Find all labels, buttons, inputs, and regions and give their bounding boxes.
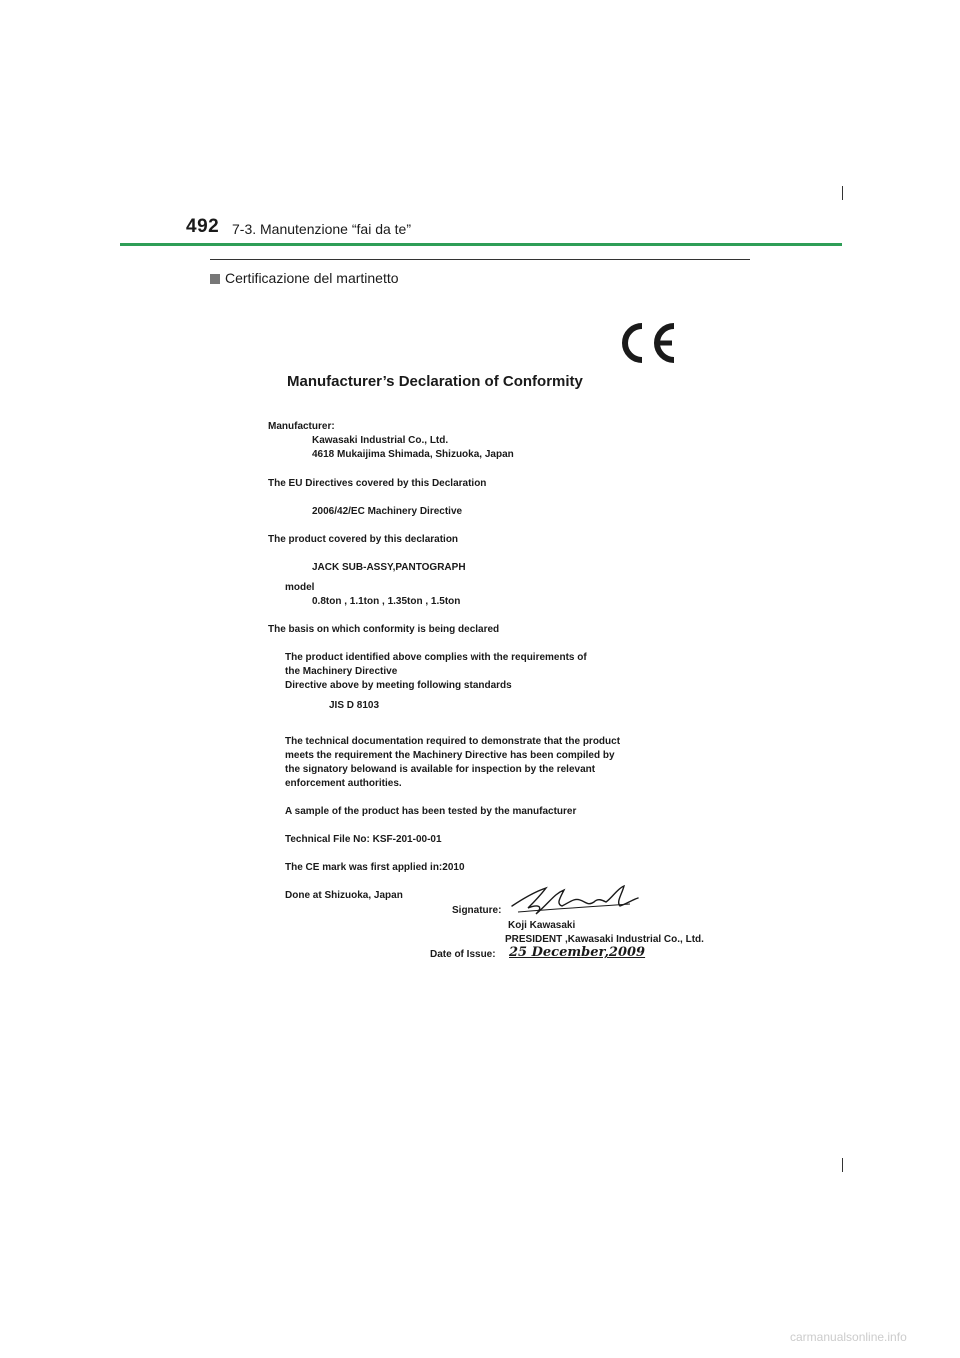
manufacturer-name: Kawasaki Industrial Co., Ltd. <box>312 435 449 446</box>
manufacturer-label: Manufacturer: <box>268 421 335 432</box>
watermark: carmanualsonline.info <box>790 1330 907 1344</box>
date-of-issue: 25 December,2009 <box>509 945 646 960</box>
product-label: The product covered by this declaration <box>268 534 459 545</box>
subsection-rule <box>210 259 750 260</box>
ce-mark-icon <box>618 322 680 364</box>
product-name: JACK SUB-ASSY,PANTOGRAPH <box>312 562 466 573</box>
sample-statement: A sample of the product has been tested by the manufacturer <box>285 806 577 817</box>
signature-label: Signature: <box>452 905 502 916</box>
done-at: Done at Shizuoka, Japan <box>285 890 403 901</box>
signature-image <box>510 884 640 918</box>
subsection-heading-text: Certificazione del martinetto <box>225 270 399 286</box>
page-number: 492 <box>186 216 220 237</box>
declaration-title: Manufacturer’s Declaration of Conformity <box>287 373 583 390</box>
signatory-title: PRESIDENT ,Kawasaki Industrial Co., Ltd. <box>505 934 704 945</box>
basis-line: The product identified above complies with the requirements of <box>285 652 587 663</box>
signatory-name: Koji Kawasaki <box>508 920 576 931</box>
square-bullet-icon <box>210 274 220 284</box>
ce-first-applied: The CE mark was first applied in:2010 <box>285 862 465 873</box>
model-list: 0.8ton , 1.1ton , 1.35ton , 1.5ton <box>312 596 461 607</box>
basis-label: The basis on which conformity is being declared <box>268 624 500 635</box>
subsection-heading <box>210 270 399 286</box>
basis-line: Directive above by meeting following standards <box>285 680 512 691</box>
tech-doc-line: The technical documentation required to demonstrate that the product <box>285 736 621 747</box>
crop-mark-bottom <box>842 1158 843 1172</box>
date-label: Date of Issue: <box>430 949 496 960</box>
section-title: 7-3. Manutenzione “fai da te” <box>232 221 411 237</box>
standard: JIS D 8103 <box>329 700 380 711</box>
directive: 2006/42/EC Machinery Directive <box>312 506 463 517</box>
crop-mark-top <box>842 186 843 200</box>
header-rule <box>120 243 842 246</box>
tech-doc-line: the signatory belowand is available for inspection by the relevant <box>285 764 596 775</box>
basis-line: the Machinery Directive <box>285 666 398 677</box>
tech-doc-line: enforcement authorities. <box>285 778 402 789</box>
technical-file-number: Technical File No: KSF-201-00-01 <box>285 834 442 845</box>
tech-doc-line: meets the requirement the Machinery Directive has been compiled by <box>285 750 615 761</box>
manufacturer-address: 4618 Mukaijima Shimada, Shizuoka, Japan <box>312 449 514 460</box>
directives-label: The EU Directives covered by this Declaration <box>268 478 487 489</box>
model-label: model <box>285 582 315 593</box>
